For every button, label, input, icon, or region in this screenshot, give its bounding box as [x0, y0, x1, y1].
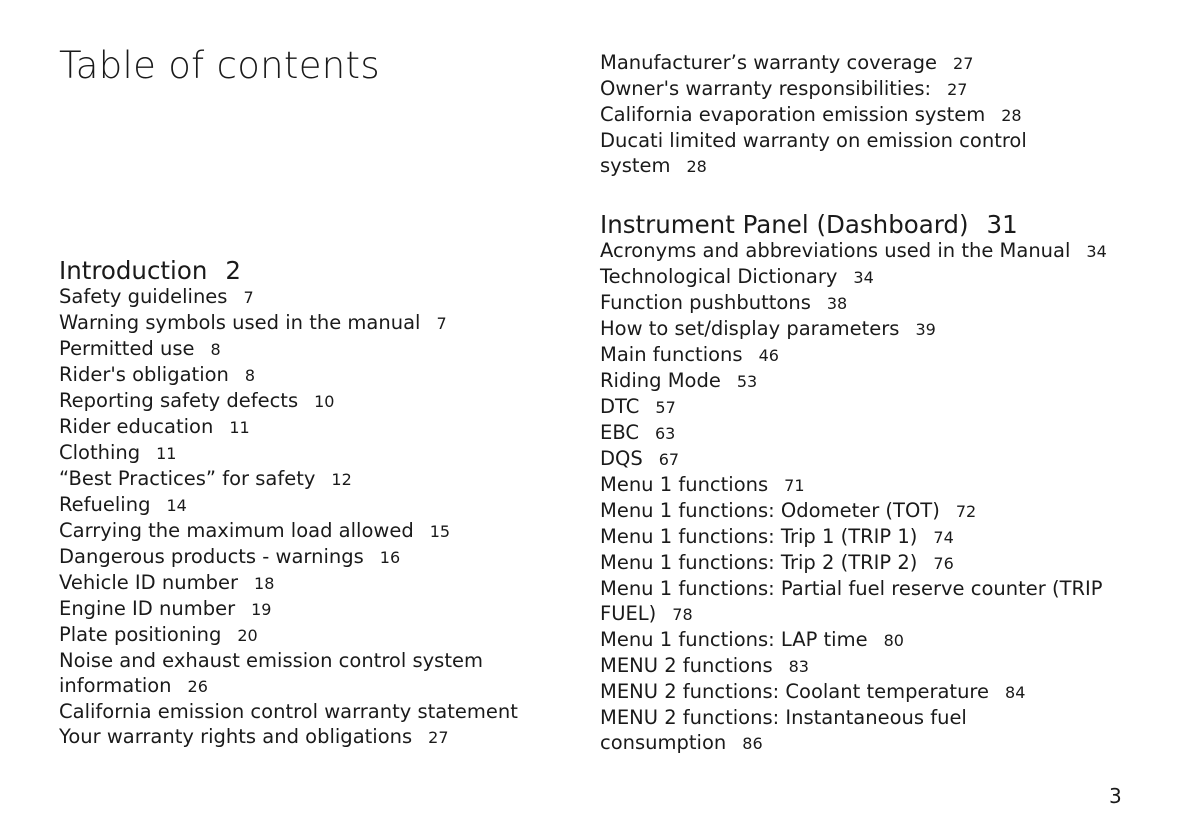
toc-entry[interactable] [600, 50, 1130, 76]
toc-entry-page: 57 [655, 398, 676, 417]
toc-entry-label: Dangerous products - warnings [59, 545, 364, 568]
toc-entry-page: 46 [758, 346, 779, 365]
toc-entry-label: MENU 2 functions: Instantaneous fuel consumption [600, 706, 967, 754]
toc-entry[interactable] [59, 466, 529, 492]
toc-section-heading[interactable] [600, 211, 1130, 238]
toc-entry[interactable] [600, 524, 1130, 550]
toc-entry-label: Refueling [59, 493, 151, 516]
toc-entry-label: Riding Mode [600, 369, 721, 392]
toc-entry-label: Technological Dictionary [600, 265, 838, 288]
toc-entry-list [600, 50, 1130, 179]
toc-entry-page: 7 [436, 314, 447, 333]
toc-entry[interactable] [59, 336, 529, 362]
toc-entry[interactable] [59, 310, 529, 336]
toc-entry-page: 28 [686, 157, 707, 176]
section-page: 2 [225, 256, 241, 285]
toc-entry-page: 74 [933, 528, 954, 547]
toc-entry-label: “Best Practices” for safety [59, 467, 316, 490]
page-number: 3 [1109, 784, 1122, 808]
toc-entry-page: 27 [947, 80, 968, 99]
toc-right-column [600, 50, 1130, 756]
toc-entry[interactable] [600, 653, 1130, 679]
toc-entry-label: Clothing [59, 441, 141, 464]
toc-entry-page: 28 [1001, 106, 1022, 125]
toc-section-heading[interactable] [59, 257, 529, 284]
toc-entry-page: 38 [826, 294, 848, 313]
toc-entry[interactable] [600, 368, 1130, 394]
toc-entry-label: MENU 2 functions [600, 654, 773, 677]
toc-entry-page: 10 [314, 392, 335, 411]
toc-entry-page: 34 [1086, 242, 1107, 261]
toc-entry-page: 7 [243, 288, 254, 307]
toc-entry-label: DTC [600, 395, 640, 418]
toc-entry-label: Main functions [600, 343, 743, 366]
toc-entry[interactable] [600, 128, 1130, 179]
toc-entry[interactable] [59, 724, 529, 750]
toc-entry[interactable] [59, 544, 529, 570]
toc-entry-page: 27 [953, 54, 974, 73]
toc-entry[interactable] [600, 342, 1130, 368]
toc-entry[interactable] [59, 388, 529, 414]
toc-entry-page: 14 [166, 496, 187, 515]
toc-entry-label: Menu 1 functions: Partial fuel reserve counter (TRIP FUEL) [600, 577, 1103, 625]
toc-entry[interactable] [600, 446, 1130, 472]
toc-entry-label: California evaporation emission system [600, 103, 986, 126]
section-page: 31 [986, 210, 1018, 239]
toc-entry[interactable] [600, 290, 1130, 316]
toc-entry[interactable] [59, 570, 529, 596]
toc-entry-page: 53 [736, 372, 758, 391]
toc-entry-page: 86 [742, 734, 763, 753]
section-label: Instrument Panel (Dashboard) [600, 210, 969, 239]
toc-entry-page: 78 [672, 605, 693, 624]
toc-entry-page: 18 [254, 574, 275, 593]
toc-entry[interactable] [600, 76, 1130, 102]
toc-entry-list [59, 284, 529, 750]
toc-entry[interactable] [59, 596, 529, 622]
toc-entry[interactable] [59, 648, 529, 699]
toc-entry[interactable] [600, 420, 1130, 446]
toc-entry-label: Noise and exhaust emission control system information [59, 649, 483, 697]
toc-entry-label: Plate positioning [59, 623, 222, 646]
toc-entry-label: How to set/display parameters [600, 317, 900, 340]
toc-entry-label: Function pushbuttons [600, 291, 811, 314]
toc-entry-label: EBC [600, 421, 639, 444]
toc-entry-page: 27 [428, 728, 449, 747]
toc-entry-label: Menu 1 functions: LAP time [600, 628, 868, 651]
toc-entry-label: Manufacturer’s warranty coverage [600, 51, 938, 74]
toc-entry[interactable] [600, 498, 1130, 524]
toc-entry[interactable] [59, 284, 529, 310]
toc-entry-label: Warning symbols used in the manual [59, 311, 421, 334]
toc-entry-label: Menu 1 functions: Trip 1 (TRIP 1) [600, 525, 918, 548]
toc-entry-page: 71 [784, 476, 805, 495]
page-title: Table of contents [59, 44, 380, 87]
toc-entry-label: Permitted use [59, 337, 195, 360]
toc-entry-label: DQS [600, 447, 643, 470]
toc-entry-label: Rider education [59, 415, 214, 438]
toc-entry-page: 72 [955, 502, 977, 521]
toc-left-column [59, 257, 529, 750]
toc-entry[interactable] [600, 576, 1130, 627]
toc-entry-label: Vehicle ID number [59, 571, 239, 594]
toc-entry[interactable] [600, 238, 1130, 264]
toc-entry[interactable] [600, 627, 1130, 653]
toc-entry-page: 19 [251, 600, 272, 619]
toc-entry[interactable] [600, 472, 1130, 498]
toc-entry-list [600, 238, 1130, 756]
toc-entry-label: Reporting safety defects [59, 389, 299, 412]
toc-entry-page: 80 [883, 631, 904, 650]
section-label: Introduction [59, 256, 208, 285]
toc-entry-page: 26 [187, 677, 208, 696]
toc-entry-page: 16 [379, 548, 401, 567]
toc-entry-page: 20 [237, 626, 258, 645]
toc-entry-label: Safety guidelines [59, 285, 228, 308]
toc-entry[interactable] [600, 264, 1130, 290]
toc-entry-page: 11 [156, 444, 177, 463]
toc-entry-page: 12 [331, 470, 352, 489]
toc-entry[interactable] [59, 518, 529, 544]
toc-entry-page: 63 [654, 424, 676, 443]
toc-entry[interactable] [600, 679, 1130, 705]
toc-entry[interactable] [600, 316, 1130, 342]
toc-entry-page: 39 [915, 320, 936, 339]
toc-entry[interactable] [600, 102, 1130, 128]
toc-entry[interactable] [600, 550, 1130, 576]
toc-entry-label: Ducati limited warranty on emission control system [600, 129, 1027, 177]
toc-entry-page: 83 [788, 657, 809, 676]
toc-entry-label: Rider's obligation [59, 363, 229, 386]
toc-entry[interactable] [59, 492, 529, 518]
toc-entry[interactable] [600, 394, 1130, 420]
toc-entry-label: Owner's warranty responsibilities: [600, 77, 932, 100]
toc-entry-label: Carrying the maximum load allowed [59, 519, 414, 542]
toc-entry-page: 15 [429, 522, 451, 541]
toc-entry-label: Engine ID number [59, 597, 236, 620]
toc-entry-page: 8 [210, 340, 221, 359]
toc-entry[interactable] [600, 705, 1130, 756]
toc-entry[interactable] [59, 440, 529, 466]
toc-entry-label: California emission control warranty statement [59, 700, 518, 723]
toc-entry-page: 34 [853, 268, 874, 287]
toc-entry-page: 76 [933, 554, 954, 573]
toc-entry-label: Menu 1 functions [600, 473, 769, 496]
toc-entry-page: 67 [658, 450, 680, 469]
toc-entry-label: Menu 1 functions: Odometer (TOT) [600, 499, 940, 522]
toc-entry[interactable] [59, 414, 529, 440]
toc-entry-label: Acronyms and abbreviations used in the Manual [600, 239, 1071, 262]
toc-entry-page: 84 [1005, 683, 1026, 702]
toc-entry[interactable] [59, 699, 529, 724]
toc-entry[interactable] [59, 362, 529, 388]
toc-entry[interactable] [59, 622, 529, 648]
toc-entry-label: Menu 1 functions: Trip 2 (TRIP 2) [600, 551, 918, 574]
toc-entry-label: Your warranty rights and obligations [59, 725, 413, 748]
toc-entry-label: MENU 2 functions: Coolant temperature [600, 680, 990, 703]
toc-entry-page: 8 [244, 366, 256, 385]
toc-entry-page: 11 [229, 418, 250, 437]
